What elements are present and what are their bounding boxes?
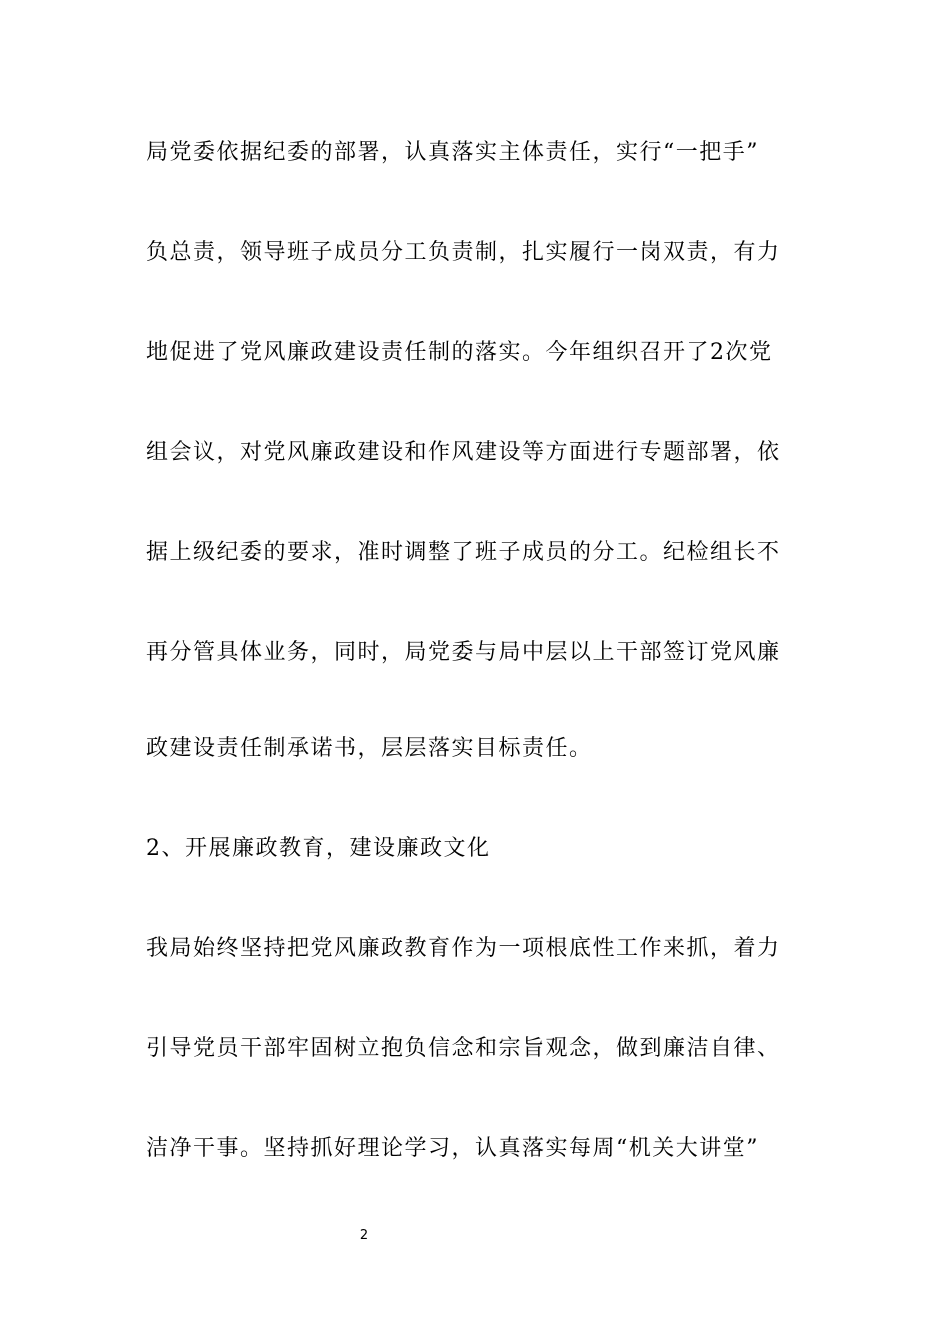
page-number: 2 [359, 1228, 369, 1243]
paragraph-line: 洁净干事。坚持抓好理论学习，认真落实每周“机关大讲堂” [146, 1136, 759, 1161]
paragraph-line: 据上级纪委的要求，准时调整了班子成员的分工。纪检组长不 [146, 540, 781, 565]
paragraph-line: 组会议，对党风廉政建设和作风建设等方面进行专题部署，依 [146, 440, 781, 465]
paragraph-line: 引导党员干部牢固树立抱负信念和宗旨观念，做到廉洁自律、 [146, 1036, 781, 1061]
paragraph-line: 地促进了党风廉政建设责任制的落实。今年组织召开了2次党 [146, 340, 773, 365]
paragraph-line: 政建设责任制承诺书，层层落实目标责任。 [146, 736, 593, 761]
paragraph-line: 局党委依据纪委的部署，认真落实主体责任，实行“一把手” [146, 140, 759, 165]
paragraph-line: 我局始终坚持把党风廉政教育作为一项根底性工作来抓，着力 [146, 936, 781, 961]
paragraph-line: 再分管具体业务，同时，局党委与局中层以上干部签订党风廉 [146, 640, 781, 665]
paragraph-line: 负总责，领导班子成员分工负责制，扎实履行一岗双责，有力 [146, 240, 781, 265]
section-heading: 2、开展廉政教育，建设廉政文化 [146, 836, 491, 861]
